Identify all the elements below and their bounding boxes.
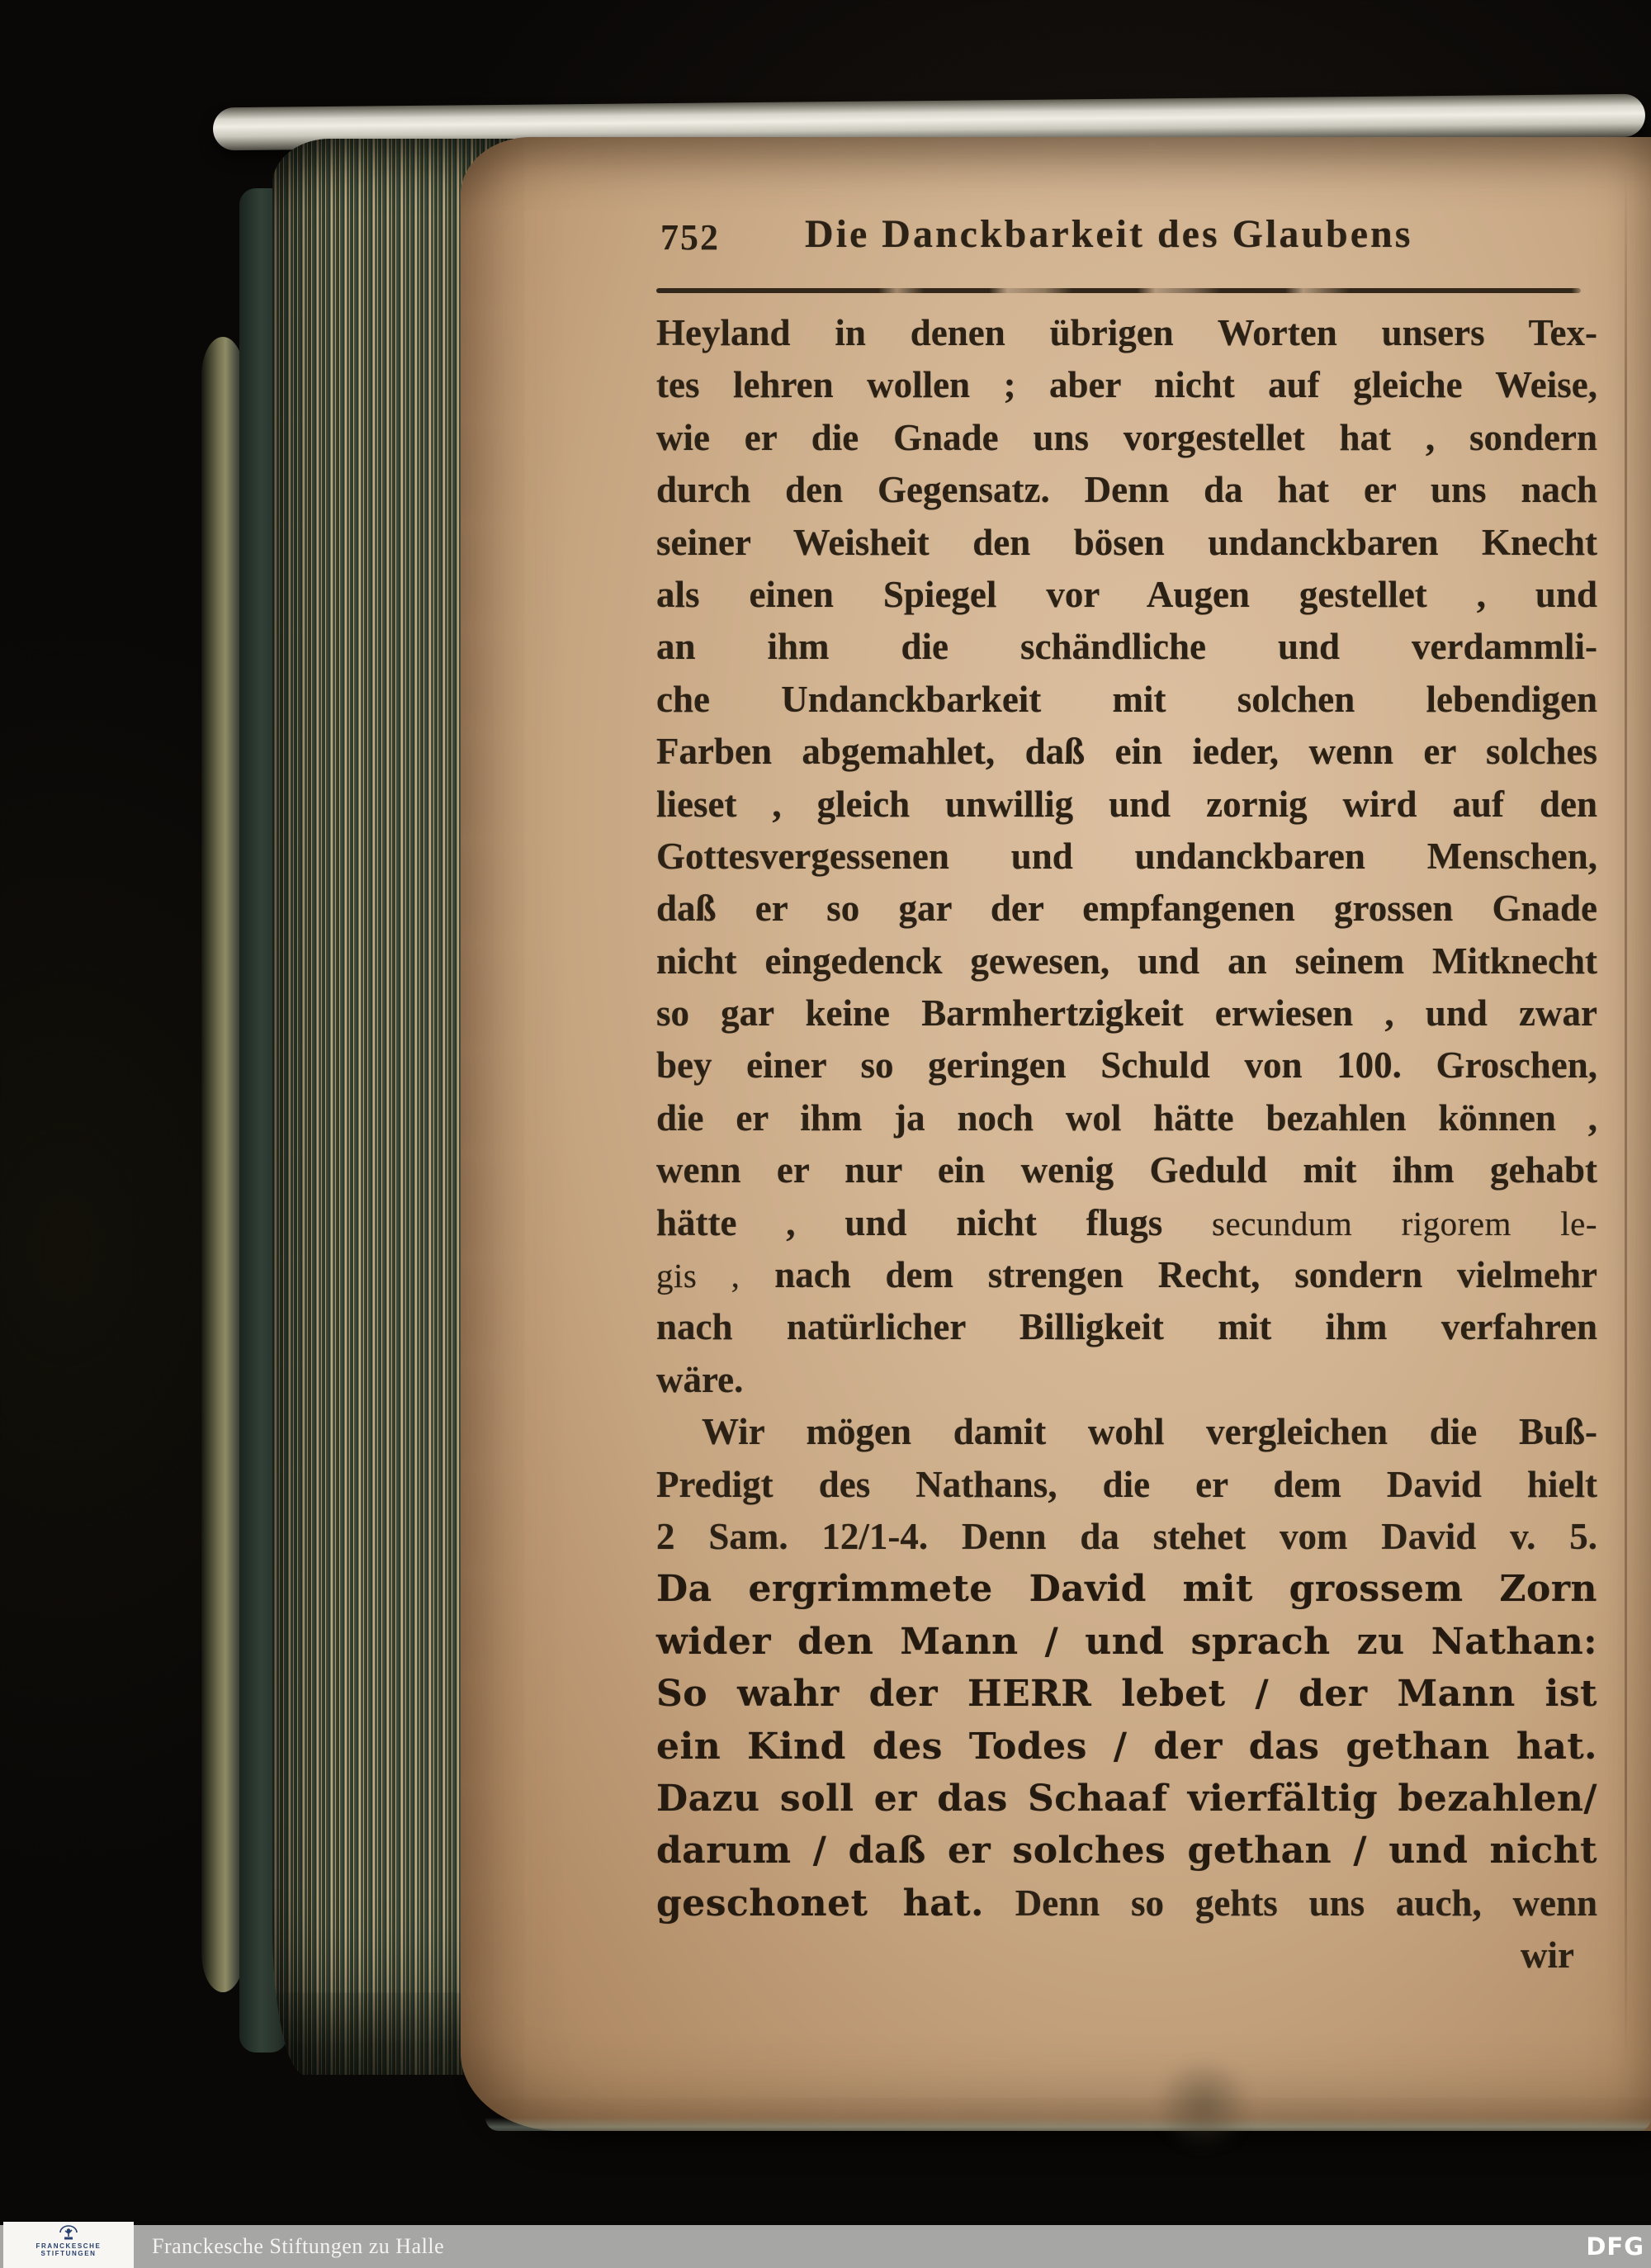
text-line: Predigt des Nathans, die er dem David hielt: [656, 1463, 1597, 1505]
header-rule: [656, 288, 1581, 293]
catchword: wir: [1521, 1934, 1574, 1977]
logo-text-line2: STIFTUNGEN: [40, 2250, 97, 2257]
text-line: nicht eingedenck gewesen, und an seinem Mitknecht: [656, 940, 1597, 982]
text-line: lieset , gleich unwillig und zornig wird auf den: [656, 783, 1597, 825]
logo-text-line1: FRANCKESCHE: [35, 2242, 102, 2250]
running-header-title: Die Danckbarkeit des Glaubens: [805, 212, 1413, 256]
text-line: bey einer so geringen Schuld von 100. Groschen,: [656, 1044, 1597, 1087]
body-text: [656, 307, 1597, 1982]
book-cover-edge: [201, 337, 244, 1992]
bible-quote-line: Dazu soll er das Schaaf vierfältig bezahlen/: [656, 1777, 1597, 1820]
page-fold-line: [1625, 173, 1627, 2064]
text-line: wie er die Gnade uns vorgestellet hat , sondern: [656, 416, 1597, 458]
text-line-mixed-quote: geschonet hat. Denn so gehts uns auch, wenn: [656, 1882, 1597, 1925]
text-line: die er ihm ja noch wol hätte bezahlen können ,: [656, 1096, 1597, 1139]
text-line: so gar keine Barmhertzigkeit erwiesen , und zwar: [656, 992, 1597, 1035]
bible-quote-line: So wahr der HERR lebet / der Mann ist: [656, 1673, 1597, 1716]
text-line: Heyland in denen übrigen Worten unsers Tex-: [656, 312, 1597, 353]
text-line: che Undanckbarkeit mit solchen lebendigen: [656, 678, 1597, 720]
text-line-mixed-latin: hätte , und nicht flugs secundum rigorem le-: [656, 1201, 1597, 1243]
paper-stain: [1641, 1986, 1651, 2086]
text-line: Gottesvergessenen und undanckbaren Menschen,: [656, 835, 1597, 877]
ink-stain: [1151, 2061, 1256, 2150]
text-line: als einen Spiegel vor Augen gestellet , und: [656, 573, 1597, 615]
text-line: tes lehren wollen ; aber nicht auf gleiche Weise,: [656, 364, 1597, 406]
text-line: 2 Sam. 12/1-4. Denn da stehet vom David v. 5.: [656, 1515, 1597, 1557]
text-line: wenn er nur ein wenig Geduld mit ihm gehabt: [656, 1149, 1597, 1191]
page-number: 752: [660, 217, 720, 258]
text-line: daß er so gar der empfangenen grossen Gnade: [656, 888, 1597, 930]
text-line: durch den Gegensatz. Denn da hat er uns nach: [656, 469, 1597, 511]
franckesche-stiftungen-logo: [3, 2222, 134, 2268]
latin-phrase: gis ,: [656, 1257, 740, 1295]
dfg-logo: DFG: [1586, 2232, 1644, 2261]
bible-quote-line: ein Kind des Todes / der das gethan hat.: [656, 1725, 1597, 1768]
text-line-mixed-latin: gis , nach dem strengen Recht, sondern vielmehr: [656, 1254, 1597, 1296]
text-line: Farben abgemahlet, daß ein ieder, wenn er solches: [656, 731, 1597, 773]
text-line: seiner Weisheit den bösen undanckbaren Knecht: [656, 521, 1597, 563]
text-line: an ihm die schändliche und verdammli-: [656, 626, 1597, 668]
franckesche-stiftungen-emblem-icon: [59, 2224, 78, 2242]
latin-phrase: secundum rigorem le-: [1212, 1204, 1597, 1243]
institution-label: Franckesche Stiftungen zu Halle: [152, 2234, 445, 2258]
text-line: nach natürlicher Billigkeit mit ihm verfahren: [656, 1306, 1597, 1348]
bible-quote-line: Da ergrimmete David mit grossem Zorn: [656, 1568, 1597, 1611]
bible-quote-line: darum / daß er solches gethan / und nicht: [656, 1830, 1597, 1873]
bible-quote-line: wider den Mann / und sprach zu Nathan:: [656, 1620, 1597, 1663]
paragraph-end-line: wäre.: [656, 1358, 744, 1400]
paragraph-start-line: Wir mögen damit wohl vergleichen die Buß-: [702, 1411, 1597, 1453]
